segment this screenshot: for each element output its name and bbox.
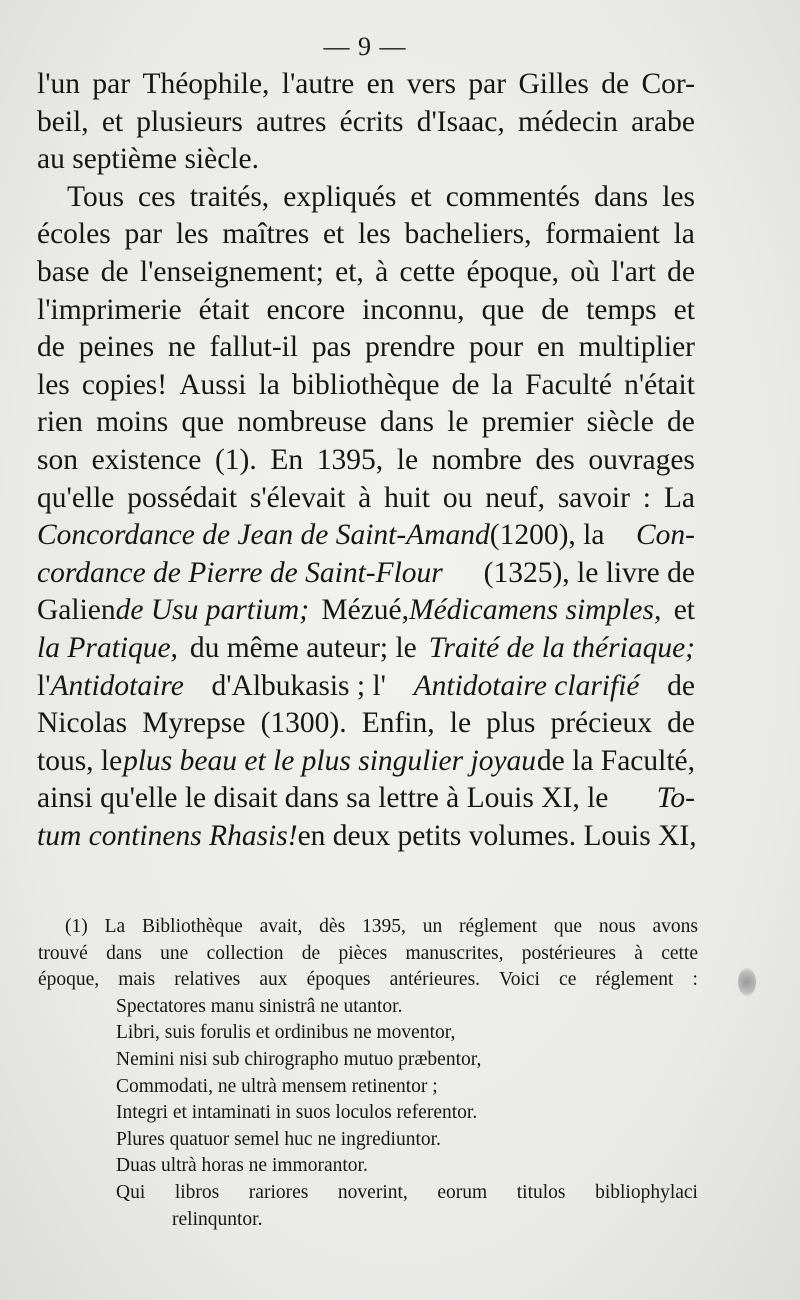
italic-title: plus beau et le plus singulier joyau [123, 744, 537, 777]
word: relatives [174, 969, 241, 991]
word: copies! [81, 368, 168, 401]
text-run: tous, le [37, 744, 123, 777]
word: la [491, 368, 513, 401]
text-line [37, 668, 695, 706]
word: et [673, 293, 695, 326]
word: La [104, 916, 126, 937]
italic-title: Médicamens simples, [409, 594, 662, 627]
word: inconnu, [362, 293, 465, 326]
word: savoir [557, 481, 630, 514]
word: écrits [339, 105, 404, 138]
word: eorum [437, 1181, 488, 1203]
text-line [37, 216, 695, 254]
italic-title: Antidotaire clarifié [413, 669, 640, 702]
text-run: de [667, 669, 695, 702]
word: la [673, 218, 695, 251]
word: de [667, 406, 695, 439]
text-line [37, 367, 695, 405]
word: avait, [259, 916, 303, 937]
word: pour [469, 331, 524, 364]
word: nombreuse [237, 406, 367, 439]
word: et, [335, 255, 364, 288]
word: à [358, 481, 372, 514]
regulation-verse: Libri, suis forulis et ordinibus ne moventor, [116, 1022, 456, 1044]
word: ces [138, 180, 176, 213]
word: Myrepse [142, 707, 246, 740]
word: ne [167, 331, 196, 364]
word: où [570, 255, 600, 288]
italic-title: Con- [636, 519, 695, 552]
word: de [100, 255, 129, 288]
word: le [447, 406, 469, 439]
word: par [124, 218, 163, 251]
text-run: en deux petits volumes. Louis XI, [297, 819, 697, 852]
word: Théophile, [142, 68, 270, 100]
word: les [662, 180, 695, 213]
word: peines [78, 331, 155, 364]
text-line: au septième siècle. [37, 143, 259, 176]
word: trouvé [38, 942, 88, 964]
word: le [449, 707, 472, 740]
word: beil, [37, 105, 89, 138]
word: maîtres [222, 218, 310, 251]
word: l'autre [281, 68, 355, 100]
text-run: de la Faculté, [536, 744, 695, 777]
word: l'art [611, 255, 656, 288]
word: époque, [38, 969, 100, 991]
word: 1395, [362, 916, 406, 937]
word: Qui [116, 1181, 146, 1203]
word: cette [661, 942, 698, 964]
word: ce [559, 969, 577, 991]
word: dès [319, 916, 346, 937]
word: était [198, 293, 250, 326]
word: en [536, 331, 565, 364]
footnote-line [38, 967, 698, 994]
text-line [37, 404, 695, 442]
word: réglement [595, 969, 674, 991]
footnote [38, 914, 698, 1233]
regulation-verse: Plures quatuor semel huc ne ingrediuntor. [116, 1128, 441, 1150]
word: dans [594, 180, 649, 213]
word: les [37, 368, 70, 401]
word: Voici [499, 969, 540, 991]
word: dans [106, 942, 142, 964]
ink-blot [738, 968, 756, 996]
text-run: (1200), la [489, 519, 605, 552]
regulation-verse: Duas ultrà horas ne immorantor. [116, 1155, 368, 1177]
word: par [468, 68, 507, 100]
word: dans [379, 406, 434, 439]
word: libros [174, 1181, 220, 1203]
word: arabe [631, 105, 695, 138]
word: médecin [517, 105, 618, 138]
word: huit [384, 481, 430, 514]
word: rien [37, 406, 83, 439]
word: vers [406, 68, 457, 100]
word: : [642, 481, 651, 514]
word: bacheliers, [404, 218, 532, 251]
word: Enfin, [361, 707, 435, 740]
word: et [322, 218, 345, 251]
regulation-verse: Nemini nisi sub chirographo mutuo præbentor, [116, 1048, 482, 1070]
text-line [37, 442, 695, 480]
text-line [37, 104, 695, 142]
word: pas [311, 331, 352, 364]
text-line [37, 329, 695, 367]
word: La [663, 481, 695, 514]
word: un [422, 916, 443, 937]
italic-title: tum continens Rhasis! [37, 819, 298, 852]
word: que [553, 916, 582, 937]
italic-title: Antidotaire [50, 669, 184, 702]
word: les [357, 218, 391, 251]
word: Gilles [518, 68, 589, 100]
word: époque, [466, 255, 560, 288]
word: (1) [65, 916, 88, 937]
word: Aussi [179, 368, 247, 401]
word: cette [399, 255, 456, 288]
italic-title: de Usu partium; [115, 594, 310, 627]
word: l'un [37, 68, 81, 100]
regulation-verse-continuation: relinquntor. [172, 1208, 263, 1230]
word: de [601, 68, 630, 100]
word: nombre [431, 443, 522, 476]
word: encore [266, 293, 346, 326]
word: l'imprimerie [37, 293, 182, 326]
word: l'enseignement; [139, 255, 324, 288]
page-number: — 9 — [323, 32, 407, 61]
word: plusieurs [136, 105, 243, 138]
word: : [692, 969, 698, 991]
word: n'était [624, 368, 695, 401]
word: formaient [545, 218, 660, 251]
word: prendre [365, 331, 456, 364]
regulation-verse: Commodati, ne ultrà mensem retinentor ; [116, 1075, 438, 1097]
text-line [37, 480, 695, 518]
word: que [481, 293, 525, 326]
word: que [181, 406, 225, 439]
word: postérieures [521, 942, 616, 964]
word: Faculté [525, 368, 612, 401]
italic-title: To- [656, 782, 695, 815]
word: de [667, 707, 695, 740]
word: neuf, [485, 481, 545, 514]
word: de [667, 255, 695, 288]
word: rariores [248, 1181, 309, 1203]
word: son [37, 443, 78, 476]
word: la [258, 368, 280, 401]
word: écoles [37, 218, 111, 251]
text-line [37, 743, 695, 781]
word: avons [652, 916, 698, 937]
text-line [37, 292, 695, 330]
word: ou [442, 481, 473, 514]
word: temps [586, 293, 657, 326]
word: manuscrites, [405, 942, 504, 964]
regulation-verse [38, 1180, 698, 1207]
text-line [37, 630, 695, 668]
word: existence [91, 443, 202, 476]
word: s'élevait [249, 481, 346, 514]
text-run: l' [37, 669, 51, 702]
word: mais [118, 969, 156, 991]
text-line [37, 780, 695, 818]
word: autres [256, 105, 327, 138]
word: aux [259, 969, 288, 991]
word: 1395, [316, 443, 384, 476]
text-run: du même auteur; le [189, 631, 417, 664]
word: de [301, 942, 321, 964]
word: par [92, 68, 131, 100]
word: traités, [189, 180, 270, 213]
word: réglement [459, 916, 537, 937]
text-line [37, 555, 695, 593]
word: et [101, 105, 124, 138]
word: possédait [127, 481, 238, 514]
word: époques [306, 969, 371, 991]
word: de [37, 331, 65, 364]
word: ouvrages [588, 443, 695, 476]
word: noverint, [337, 1181, 408, 1203]
word: de [451, 368, 480, 401]
italic-title: Traité de la thériaque; [428, 631, 695, 664]
word: Nicolas [37, 707, 128, 740]
word: de [541, 293, 570, 326]
word: d'Isaac, [416, 105, 505, 138]
word: qu'elle [37, 481, 115, 514]
word: des [535, 443, 575, 476]
word: Tous [67, 180, 124, 213]
italic-title: la Pratique, [37, 631, 178, 664]
word: (1). [214, 443, 257, 476]
text-line [37, 254, 695, 292]
word: commentés [445, 180, 581, 213]
text-run: (1325), le livre de [483, 556, 695, 589]
text-line [37, 818, 695, 856]
word: collection [206, 942, 284, 964]
word: pièces [338, 942, 388, 964]
word: premier [481, 406, 574, 439]
word: Cor- [641, 68, 695, 100]
text-line [37, 517, 695, 555]
regulation-verse: Integri et intaminati in suos loculos referentor. [116, 1102, 478, 1124]
word: une [160, 942, 189, 964]
footnote-line [38, 914, 698, 941]
text-run: Mézué, [321, 594, 410, 627]
word: siècle [586, 406, 654, 439]
text-line [37, 705, 695, 743]
text-line [37, 179, 695, 217]
text-run: ainsi qu'elle le disait dans sa lettre à Louis XI, le [37, 782, 609, 815]
word: bibliothèque [292, 368, 440, 401]
word: titulos [516, 1181, 566, 1203]
word: à [375, 255, 389, 288]
word: Bibliothèque [141, 916, 243, 937]
text-run: et [673, 594, 695, 627]
word: plus [486, 707, 536, 740]
word: moins [96, 406, 169, 439]
word: En [270, 443, 304, 476]
italic-title: cordance de Pierre de Saint-Flour [37, 556, 443, 589]
word: (1300). [260, 707, 347, 740]
word: antérieures. [389, 969, 481, 991]
word: fallut-il [209, 331, 299, 364]
word: expliqués [283, 180, 397, 213]
word: nous [598, 916, 636, 937]
word: bibliophylaci [595, 1181, 698, 1203]
word: précieux [550, 707, 653, 740]
word: base [37, 255, 90, 288]
text-run: d'Albukasis ; l' [211, 669, 386, 702]
regulation-verse: Spectatores manu sinistrâ ne utantor. [116, 995, 403, 1017]
text-line [37, 592, 695, 630]
text-run: Galien [37, 594, 116, 627]
word: le [396, 443, 419, 476]
word: multiplier [578, 331, 695, 364]
body-text [37, 66, 695, 855]
word: et [410, 180, 432, 213]
word: les [175, 218, 209, 251]
text-line [37, 66, 695, 104]
word: en [366, 68, 395, 100]
italic-title: Concordance de Jean de Saint-Amand [37, 519, 490, 552]
word: à [634, 942, 643, 964]
footnote-line [38, 941, 698, 968]
